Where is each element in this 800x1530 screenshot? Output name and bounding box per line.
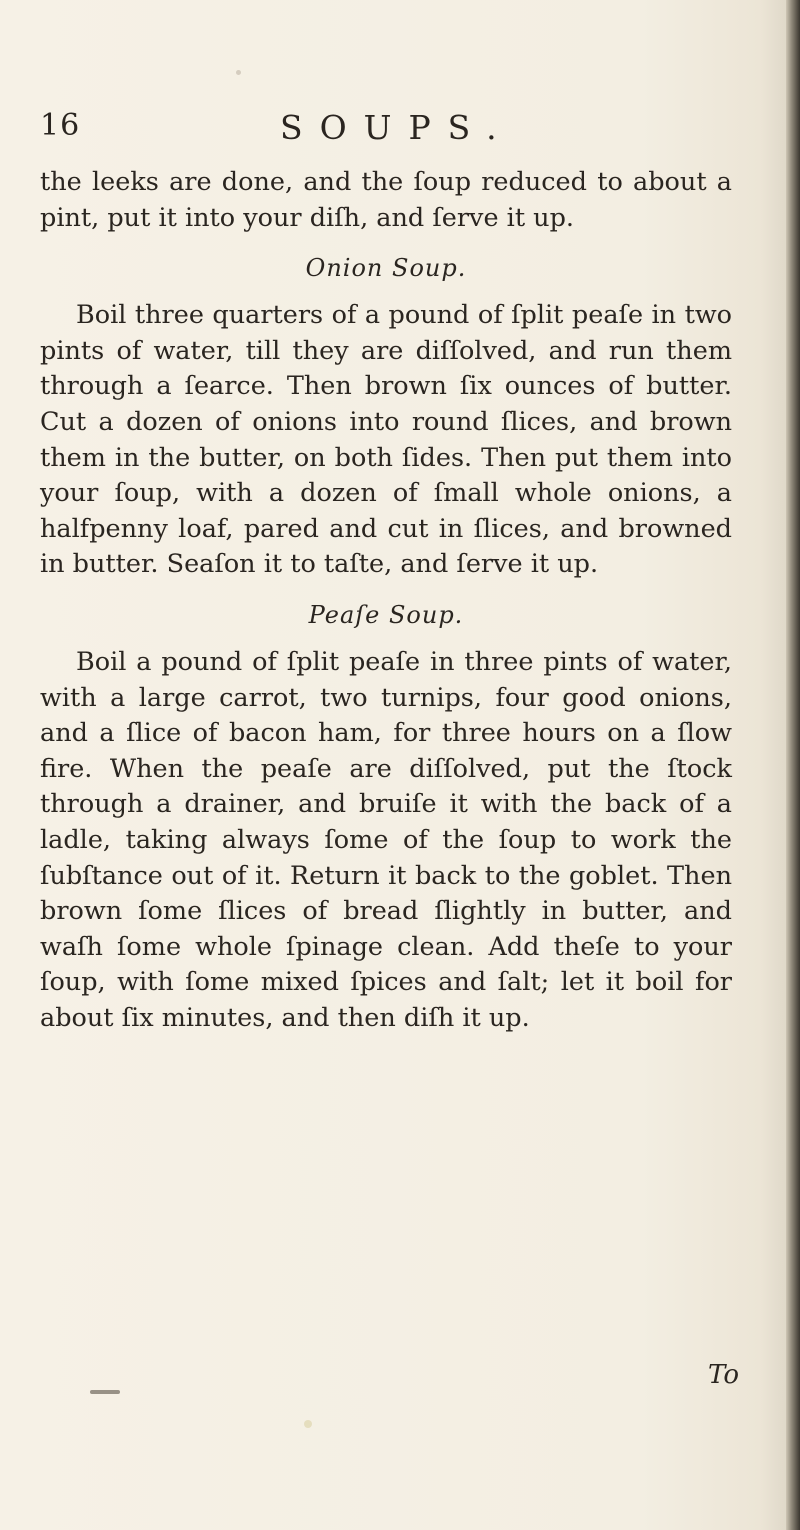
paragraph-continuation: the leeks are done, and the ſoup reduced to about a pint, put it into your diſh, and ſerve it up.: [40, 167, 732, 233]
section-title: SOUPS.: [280, 108, 514, 147]
ink-smudge: [90, 1390, 120, 1394]
running-head: [40, 108, 680, 158]
paragraph-onion-soup: Boil three quarters of a pound of ſplit peaſe in two pints of water, till they are diſſolved, and run them through a ſearce. Then brown ſix ounces of butter. Cut a dozen of onions into round ſlices, and brown them in the butter, on both ſides. Then put them into your ſoup, with a dozen of ſmall whole onions, a halfpenny loaf, pared and cut in ſlices, and browned in butter. Seaſon it to taſte, and ſerve it up.: [40, 300, 732, 580]
paragraph-pease-soup: Boil a pound of ſplit peaſe in three pints of water, with a large carrot, two turnips, four good onions, and a ſlice of bacon ham, for three hours on a ſlow fire. When the peaſe are diſſolved, put the ſtock through a drainer, and bruiſe it with the back of a ladle, taking always ſome of the ſoup to work the ſubſtance out of it. Return it back to the goblet. Then brown ſome ſlices of bread ſlightly in butter, and waſh ſome whole ſpinage clean. Add theſe to your ſoup, with ſome mixed ſpices and ſalt; let it boil for about ſix minutes, and then diſh it up.: [40, 646, 732, 1033]
catchword: To: [708, 1360, 739, 1390]
recipe-heading-pease-soup: Peaſe Soup.: [308, 600, 464, 629]
page-edge-shadow: [786, 0, 800, 1530]
body-text: [40, 165, 732, 1036]
recipe-heading-onion-soup: Onion Soup.: [305, 254, 467, 283]
paper-speck: [236, 70, 241, 75]
page-number: 16: [40, 108, 81, 143]
paper-speck: [304, 1420, 312, 1428]
